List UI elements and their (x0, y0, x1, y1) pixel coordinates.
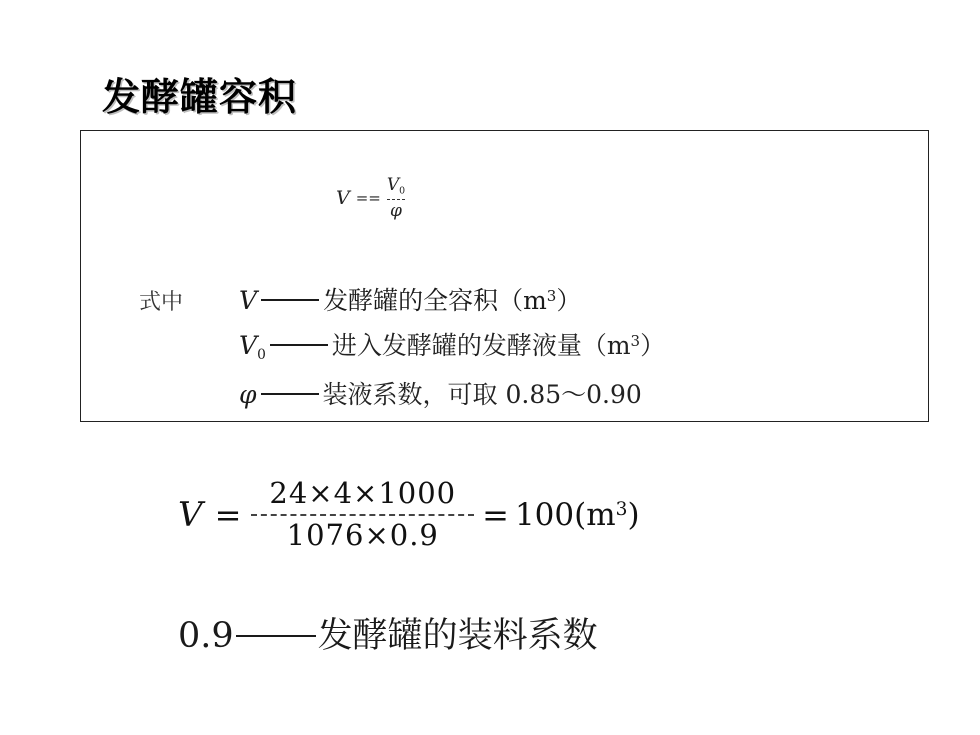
definition-row-phi (139, 375, 642, 412)
formula-fraction (387, 176, 405, 220)
formula-denominator: φ (390, 200, 402, 221)
definition-row-v0 (139, 326, 665, 363)
definition-symbol: $V_0$ (239, 331, 266, 363)
slide-title: 发酵罐容积 (102, 75, 298, 119)
calc-result: $100(m^3)$ (514, 496, 640, 533)
calc-fraction (251, 478, 474, 552)
formula-lhs: V (336, 187, 350, 210)
note-value: 0.9 (178, 616, 234, 656)
definition-text: 进入发酵罐的发酵液量$(m^3)$ (331, 331, 666, 360)
calc-equals-result: = (482, 495, 509, 534)
definition-text: 装液系数，可取 0.85～0.90 (322, 380, 642, 409)
loading-coefficient-note (178, 608, 598, 658)
volume-formula (336, 176, 405, 220)
formula-definition-box (80, 130, 929, 422)
fraction-bar (387, 199, 405, 200)
definition-row-v (139, 281, 581, 318)
em-dash (236, 635, 316, 637)
fraction-bar (251, 514, 474, 516)
em-dash (261, 393, 319, 395)
definition-symbol: V (239, 286, 258, 315)
em-dash (270, 344, 328, 346)
volume-calculation (178, 478, 640, 552)
definition-symbol: φ (239, 380, 257, 409)
em-dash (261, 299, 319, 301)
note-text: 发酵罐的装料系数 (317, 616, 598, 656)
definition-text: 发酵罐的全容积$(m^3)$ (323, 286, 582, 315)
calc-lhs: V (178, 494, 203, 535)
calc-numerator: 24×4×1000 (269, 476, 457, 510)
definition-lead: 式中 (139, 290, 184, 315)
calc-denominator: 1076×0.9 (286, 517, 439, 552)
formula-equals: == (355, 189, 381, 208)
formula-numerator: $V_0$ (386, 175, 406, 197)
calc-equals: = (214, 495, 242, 534)
